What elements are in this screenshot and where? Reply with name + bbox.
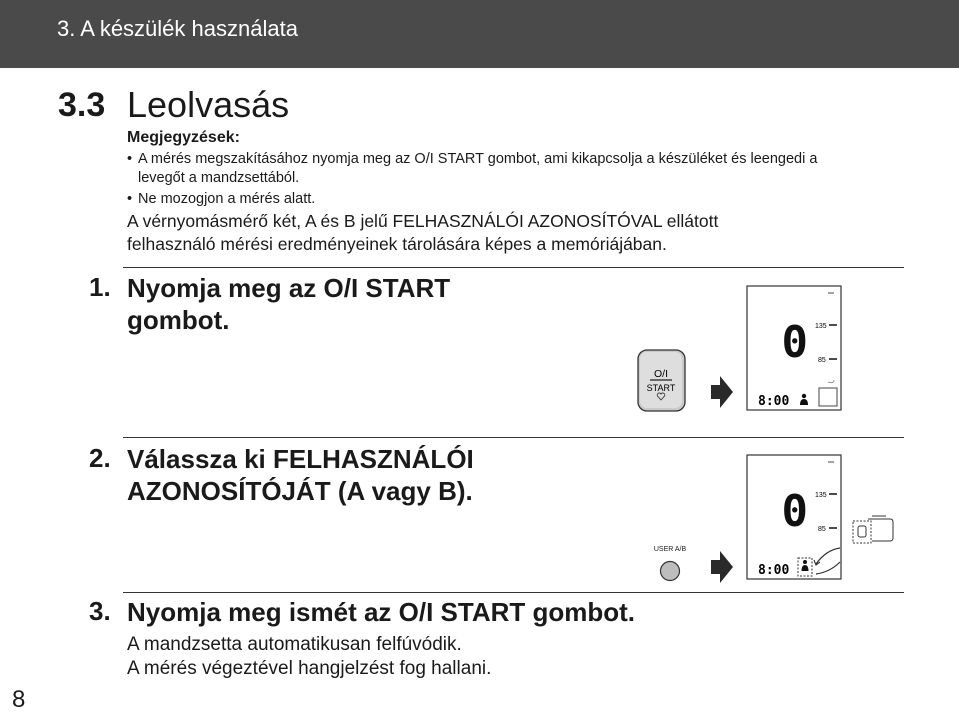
- start-button-illustration: [637, 349, 687, 413]
- user-ab-button-illustration: [659, 560, 681, 582]
- user-button-label: USER A/B: [653, 546, 687, 553]
- scale-high: 135: [815, 492, 827, 499]
- step-number: 2.: [89, 443, 111, 473]
- display-digit: 0: [781, 486, 808, 537]
- display-time: 8:00: [758, 394, 790, 409]
- scale-low: 85: [818, 526, 826, 533]
- step-divider: [123, 437, 904, 438]
- page-number: 8: [12, 686, 26, 713]
- notes-heading: Megjegyzések:: [127, 129, 240, 146]
- bullet-icon: •: [127, 151, 133, 167]
- scale-high: 135: [815, 323, 827, 330]
- step-subtext: A mérés végeztével hangjelzést fog hallani.: [127, 658, 492, 679]
- arrow-right-icon: [710, 550, 734, 584]
- step-subtext: A mandzsetta automatikusan felfúvódik.: [127, 634, 462, 655]
- display-time: 8:00: [758, 563, 790, 578]
- intro-line: felhasználó mérési eredményeinek tárolására képes a memóriájában.: [127, 234, 667, 254]
- arrow-right-icon: [710, 375, 734, 409]
- lcd-display: [746, 454, 842, 580]
- cuff-icon: [850, 514, 895, 546]
- scale-low: 85: [818, 357, 826, 364]
- intro-line: A vérnyomásmérő két, A és B jelű FELHASZNÁLÓI AZONOSÍTÓVAL ellátott: [127, 211, 719, 231]
- step-text: Válassza ki FELHASZNÁLÓI AZONOSÍTÓJÁT (A vagy B).: [127, 444, 474, 506]
- button-bottom-label: START: [646, 383, 676, 393]
- section-title: Leolvasás: [127, 84, 290, 125]
- display-digit: 0: [781, 317, 808, 368]
- chapter-title: 3. A készülék használata: [57, 16, 298, 41]
- bullet-icon: •: [127, 191, 133, 207]
- step-divider: [123, 267, 904, 268]
- intro-paragraph: [127, 210, 887, 256]
- step-divider: [123, 592, 904, 593]
- step-text: Nyomja meg az O/I START gombot.: [127, 273, 451, 335]
- section-number: 3.3: [58, 86, 106, 124]
- button-top-label: O/I: [653, 368, 669, 380]
- chapter-header: [0, 0, 959, 68]
- step-number: 3.: [89, 596, 111, 626]
- step-text: Nyomja meg ismét az O/I START gombot.: [127, 597, 636, 627]
- lcd-display: [746, 285, 842, 411]
- step-number: 1.: [89, 272, 111, 302]
